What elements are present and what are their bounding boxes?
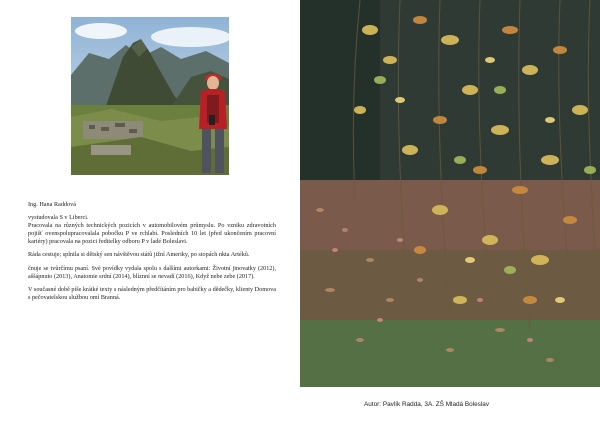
bio-paragraph-travel: Ráda cestuje; splnila si dětský sen návštěvou států jižní Ameriky, po stopách nkta Artéků. bbox=[28, 251, 250, 259]
author-bio bbox=[28, 201, 276, 307]
author-portrait bbox=[71, 17, 229, 175]
author-name: Ing. Hana Raddová bbox=[28, 201, 76, 208]
bio-paragraph-writing: čnuje se tvůrčímu psaní. Své povídky vydala spolu s dalšími autorkami: Životní jinovatky (2012), aššápnuto (2013), Anatomie srdní (2014), blíznní se nevadí (2016), Když nebe zebe (2017). bbox=[28, 264, 276, 280]
photo-caption: Autor: Pavlík Radda, 3A. ZŠ Mladá Boleslav bbox=[364, 401, 490, 408]
bio-paragraph-career: vystudovala S v Liberci. Pracovala na různých technických pozicích v automobilovém průmyslu. Po vzniku zdravotních pojišť ovenspolupracovalala pobočku P ve rchlabí. Posledních 10 let (před ukončením pracovní kariéry) pracovala na pozici ředitelky odboru P v ladé Boleslavi. bbox=[28, 214, 276, 246]
autumn-tree-photo bbox=[300, 0, 600, 387]
right-page bbox=[300, 0, 600, 424]
bio-paragraph-current: V současné době píše krátké texty s následným předčítáním pro babičky a dědečky, klienty Domova s pečovatelskou službou omí Branná. bbox=[28, 285, 276, 301]
